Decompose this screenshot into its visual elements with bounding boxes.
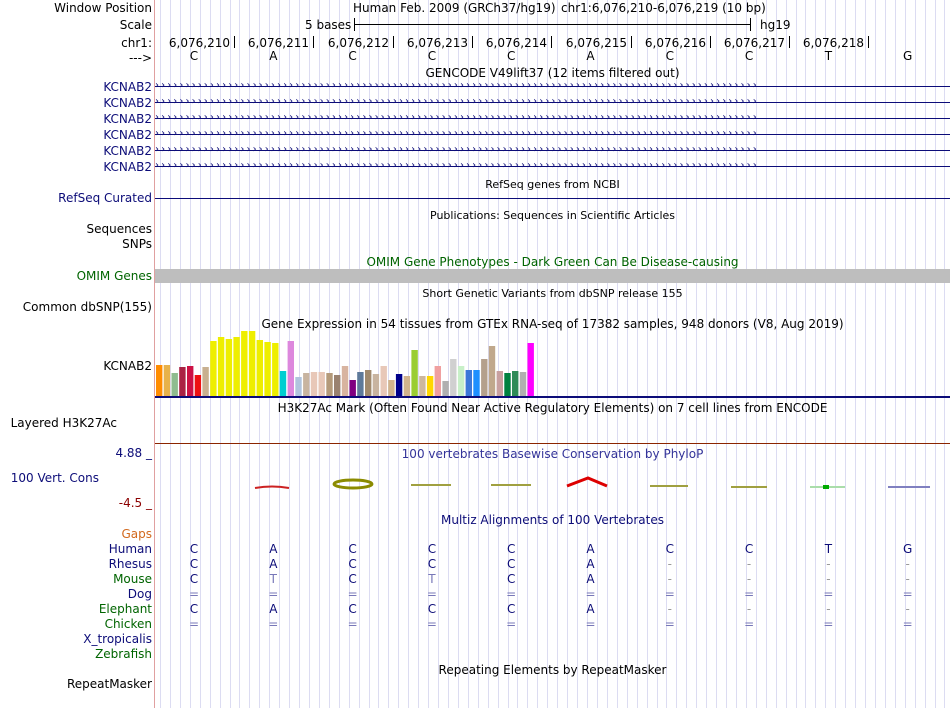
phylop-min-label: -4.5 _	[118, 496, 152, 510]
species-label-chicken: Chicken	[104, 617, 152, 631]
base-letter: C	[189, 49, 199, 63]
gtex-tissue-bar[interactable]	[373, 374, 379, 396]
gtex-tissue-bar[interactable]	[288, 341, 294, 396]
alignment-base-dog: =	[188, 587, 200, 601]
coordinate-tick	[393, 36, 394, 48]
repeatmasker-label[interactable]: RepeatMasker	[66, 677, 152, 691]
gencode-strand-arrows: ›››››››››››››››››››››››››››››››››››››››››››››››››››››››››››››››››››››››››››››››››››››››››››››››››››	[155, 96, 759, 107]
alignment-base-rhesus: A	[269, 557, 278, 571]
gencode-gene-label[interactable]: KCNAB2	[103, 128, 152, 142]
h3k27ac-label[interactable]: Layered H3K27Ac	[10, 416, 117, 430]
gtex-tissue-bar[interactable]	[195, 375, 201, 396]
coordinate-label: 6,076,212	[327, 36, 389, 50]
phylop-max-label: 4.88 _	[115, 446, 152, 460]
alignment-base-elephant: -	[826, 602, 831, 616]
gtex-tissue-bar[interactable]	[450, 359, 456, 396]
gtex-tissue-bar[interactable]	[396, 374, 402, 396]
coordinate-label: 6,076,210	[168, 36, 230, 50]
gtex-tissue-bar[interactable]	[272, 343, 278, 396]
h3k27ac-track-title: H3K27Ac Mark (Often Found Near Active Regulatory Elements) on 7 cell lines from ENCODE	[277, 401, 828, 415]
gencode-track-title: GENCODE V49lift37 (12 items filtered out)	[425, 66, 680, 80]
gtex-tissue-bar[interactable]	[172, 373, 178, 396]
snps-label[interactable]: SNPs	[122, 237, 152, 251]
alignment-base-chicken: =	[585, 617, 596, 631]
gtex-tissue-bar[interactable]	[466, 370, 472, 396]
gtex-tissue-bar[interactable]	[473, 370, 479, 396]
alignment-base-elephant: C	[189, 602, 199, 616]
gencode-strand-arrows: ›››››››››››››››››››››››››››››››››››››››››››››››››››››››››››››››››››››››››››››››››››››››››››››››››››	[155, 128, 759, 139]
coordinate-label: 6,076,216	[644, 36, 706, 50]
alignment-base-dog: =	[902, 587, 913, 601]
scale-bar-right-tick	[750, 18, 751, 31]
coordinate-label: 6,076,213	[406, 36, 468, 50]
gencode-gene-label[interactable]: KCNAB2	[103, 96, 152, 110]
alignment-base-dog: =	[347, 587, 358, 601]
gencode-gene-label[interactable]: KCNAB2	[103, 144, 152, 158]
gtex-bar-chart[interactable]	[155, 328, 950, 400]
chrom-label: chr1:	[121, 36, 152, 50]
alignment-base-elephant: C	[427, 602, 437, 616]
alignment-base-human: A	[586, 542, 595, 556]
base-letter: A	[269, 49, 278, 63]
gtex-tissue-bar[interactable]	[303, 373, 309, 396]
gtex-tissue-bar[interactable]	[218, 337, 224, 396]
base-letter: T	[824, 49, 833, 63]
position-text: chr1:6,076,210-6,076,219 (10 bp)	[561, 1, 766, 15]
omim-label[interactable]: OMIM Genes	[76, 269, 152, 283]
gtex-tissue-bar[interactable]	[520, 372, 526, 396]
alignment-base-dog: =	[744, 587, 755, 601]
track-labels-panel	[0, 0, 153, 708]
alignment-base-mouse: C	[189, 572, 199, 586]
gencode-strand-arrows: ›››››››››››››››››››››››››››››››››››››››››››››››››››››››››››››››››››››››››››››››››››››››››››››››››››	[155, 80, 759, 91]
alignment-base-rhesus: -	[667, 557, 672, 571]
gtex-tissue-bar[interactable]	[164, 365, 170, 396]
gencode-strand-arrows: ›››››››››››››››››››››››››››››››››››››››››››››››››››››››››››››››››››››››››››››››››››››››››››››››››››	[155, 160, 759, 171]
gtex-tissue-bar[interactable]	[528, 343, 534, 396]
phylop-track-title: 100 vertebrates Basewise Conservation by PhyloP	[401, 447, 704, 461]
alignment-base-elephant: -	[905, 602, 910, 616]
gtex-tissue-bar[interactable]	[342, 366, 348, 396]
alignment-base-mouse: -	[746, 572, 752, 586]
gtex-tissue-bar[interactable]	[210, 341, 216, 396]
coordinate-label: 6,076,214	[485, 36, 547, 50]
alignment-base-mouse: C	[348, 572, 357, 586]
alignment-base-dog: =	[664, 587, 675, 601]
alignment-base-human: C	[744, 542, 754, 556]
alignment-base-rhesus: A	[586, 557, 595, 571]
alignment-base-chicken: =	[744, 617, 755, 631]
dbsnp-label[interactable]: Common dbSNP(155)	[22, 300, 152, 314]
base-letter: C	[744, 49, 754, 63]
gencode-gene-label[interactable]: KCNAB2	[103, 112, 152, 126]
refseq-track-title: RefSeq genes from NCBI	[485, 178, 620, 191]
sequences-label[interactable]: Sequences	[86, 222, 152, 236]
alignment-base-chicken: =	[823, 617, 834, 631]
species-label-mouse: Mouse	[113, 572, 152, 586]
refseq-label[interactable]: RefSeq Curated	[58, 191, 152, 205]
coordinate-label: 6,076,218	[802, 36, 864, 50]
alignment-base-dog: =	[268, 587, 279, 601]
gtex-tissue-bar[interactable]	[202, 367, 208, 396]
scale-bar-left-tick	[354, 18, 355, 31]
alignment-base-human: C	[427, 542, 437, 556]
gtex-tissue-bar[interactable]	[311, 372, 317, 396]
gtex-tissue-bar[interactable]	[458, 366, 464, 396]
gencode-strand-arrows: ›››››››››››››››››››››››››››››››››››››››››››››››››››››››››››››››››››››››››››››››››››››››››››››››››››	[155, 112, 759, 123]
gtex-baseline	[155, 396, 950, 398]
alignment-base-human: A	[269, 542, 278, 556]
coordinate-tick	[472, 36, 473, 48]
refseq-gene-line[interactable]	[155, 198, 950, 199]
alignment-base-dog: =	[823, 587, 834, 601]
window-position-label: Window Position	[54, 1, 152, 15]
gtex-tissue-bar[interactable]	[326, 373, 332, 396]
scale-text: 5 bases	[305, 18, 352, 32]
alignment-base-dog: =	[426, 587, 437, 601]
species-label-rhesus: Rhesus	[108, 557, 152, 571]
gtex-tissue-bar[interactable]	[365, 370, 371, 396]
phylop-logo[interactable]	[155, 470, 950, 500]
gtex-tissue-bar[interactable]	[381, 366, 387, 396]
gtex-tissue-bar[interactable]	[280, 371, 286, 396]
alignment-base-elephant: C	[348, 602, 357, 616]
species-label-xtropicalis: X_tropicalis	[83, 632, 152, 646]
alignment-base-mouse: A	[586, 572, 595, 586]
pubs-track-title: Publications: Sequences in Scientific Articles	[430, 209, 675, 222]
scale-label: Scale	[119, 18, 152, 32]
gtex-tissue-bar[interactable]	[334, 375, 340, 396]
gtex-tissue-bar[interactable]	[249, 331, 255, 396]
alignment-base-elephant: C	[506, 602, 516, 616]
gtex-tissue-bar[interactable]	[187, 366, 193, 396]
alignment-base-chicken: =	[506, 617, 517, 631]
alignment-base-chicken: =	[426, 617, 437, 631]
gtex-gene-label[interactable]: KCNAB2	[103, 359, 152, 373]
alignment-base-human: G	[903, 542, 913, 556]
alignment-base-chicken: =	[347, 617, 358, 631]
species-label-human: Human	[108, 542, 152, 556]
gtex-tissue-bar[interactable]	[489, 346, 495, 396]
coordinate-tick	[313, 36, 314, 48]
species-label-dog: Dog	[127, 587, 152, 601]
coordinate-tick	[868, 36, 869, 48]
dbsnp-track-title: Short Genetic Variants from dbSNP release 155	[422, 287, 683, 300]
gtex-tissue-bar[interactable]	[233, 337, 239, 396]
alignment-base-rhesus: -	[746, 557, 752, 571]
coordinate-tick	[631, 36, 632, 48]
base-letter: C	[665, 49, 674, 63]
omim-track-title: OMIM Gene Phenotypes - Dark Green Can Be Disease-causing	[366, 255, 739, 269]
phylop-mark-a	[567, 478, 607, 486]
alignment-base-elephant: A	[269, 602, 278, 616]
coordinate-tick	[789, 36, 790, 48]
alignment-base-chicken: =	[188, 617, 200, 631]
gaps-label[interactable]: Gaps	[121, 527, 152, 541]
alignment-base-human: C	[665, 542, 674, 556]
gencode-strand-arrows: ›››››››››››››››››››››››››››››››››››››››››››››››››››››››››››››››››››››››››››››››››››››››››››››››››››	[155, 144, 759, 155]
base-letter: C	[506, 49, 516, 63]
alignment-base-mouse: -	[667, 572, 672, 586]
alignment-base-elephant: -	[667, 602, 672, 616]
gtex-tissue-bar[interactable]	[295, 377, 301, 396]
gtex-tissue-bar[interactable]	[226, 339, 232, 396]
gtex-tissue-bar[interactable]	[427, 376, 433, 396]
gtex-tissue-bar[interactable]	[497, 371, 503, 396]
gtex-tissue-bar[interactable]	[512, 371, 518, 396]
alignment-base-rhesus: -	[905, 557, 910, 571]
phylop-mark-t	[823, 485, 829, 489]
coordinate-label: 6,076,211	[247, 36, 309, 50]
gtex-tissue-bar[interactable]	[156, 365, 162, 396]
multiz-track-title: Multiz Alignments of 100 Vertebrates	[440, 513, 665, 527]
phylop-mark-c	[334, 480, 372, 488]
alignment-base-rhesus: C	[427, 557, 437, 571]
coordinate-tick	[234, 36, 235, 48]
gtex-tissue-bar[interactable]	[388, 380, 394, 396]
gtex-tissue-bar[interactable]	[435, 366, 441, 396]
alignment-base-human: C	[189, 542, 199, 556]
coordinate-tick	[710, 36, 711, 48]
alignment-base-human: C	[348, 542, 357, 556]
species-label-elephant: Elephant	[98, 602, 152, 616]
gtex-tissue-bar[interactable]	[504, 373, 510, 396]
base-letter: G	[903, 49, 913, 63]
coordinate-tick	[551, 36, 552, 48]
alignment-base-elephant: A	[586, 602, 595, 616]
phylop-mark-a	[255, 487, 289, 489]
alignment-base-rhesus: C	[189, 557, 199, 571]
alignment-base-mouse: C	[506, 572, 516, 586]
scale-bar	[354, 24, 751, 25]
track-panel[interactable]	[155, 0, 950, 708]
gtex-tissue-bar[interactable]	[357, 372, 363, 396]
gtex-tissue-bar[interactable]	[350, 380, 356, 396]
gtex-tissue-bar[interactable]	[241, 331, 247, 396]
alignment-base-elephant: -	[746, 602, 752, 616]
omim-feature-bar[interactable]	[155, 269, 950, 283]
gtex-tissue-bar[interactable]	[257, 340, 263, 396]
alignment-base-chicken: =	[268, 617, 279, 631]
alignment-base-human: T	[824, 542, 833, 556]
phylop-label[interactable]: 100 Vert. Cons	[10, 471, 99, 485]
base-letter: A	[586, 49, 595, 63]
assembly-text: Human Feb. 2009 (GRCh37/hg19)	[353, 1, 556, 15]
alignment-base-mouse: T	[269, 572, 277, 586]
base-letter: C	[348, 49, 357, 63]
base-letter: C	[427, 49, 437, 63]
coordinate-label: 6,076,215	[565, 36, 627, 50]
alignment-base-mouse: -	[905, 572, 910, 586]
strand-label: --->	[128, 51, 152, 65]
gencode-gene-label[interactable]: KCNAB2	[103, 80, 152, 94]
gtex-tissue-bar[interactable]	[264, 342, 270, 396]
gtex-tissue-bar[interactable]	[481, 359, 487, 396]
species-label-zebrafish: Zebrafish	[95, 647, 152, 661]
alignment-base-rhesus: C	[348, 557, 357, 571]
gencode-gene-label[interactable]: KCNAB2	[103, 160, 152, 174]
db-text: hg19	[760, 18, 791, 32]
gtex-tissue-bar[interactable]	[319, 372, 325, 396]
alignment-base-chicken: =	[664, 617, 675, 631]
gtex-tissue-bar[interactable]	[411, 350, 417, 396]
repeatmasker-track-title: Repeating Elements by RepeatMasker	[438, 663, 667, 677]
gtex-tissue-bar[interactable]	[442, 381, 448, 396]
alignment-base-human: C	[506, 542, 516, 556]
alignment-base-rhesus: C	[506, 557, 516, 571]
gtex-tissue-bar[interactable]	[179, 367, 185, 396]
coordinate-label: 6,076,217	[723, 36, 785, 50]
gtex-tissue-bar[interactable]	[404, 376, 410, 396]
gtex-track-title: Gene Expression in 54 tissues from GTEx RNA-seq of 17382 samples, 948 donors (V8, Aug 2019)	[261, 317, 844, 331]
alignment-base-chicken: =	[902, 617, 913, 631]
alignment-base-mouse: T	[428, 572, 436, 586]
alignment-base-dog: =	[506, 587, 517, 601]
alignment-base-mouse: -	[826, 572, 831, 586]
alignment-base-rhesus: -	[826, 557, 831, 571]
gtex-tissue-bar[interactable]	[419, 376, 425, 396]
h3k27ac-signal-line[interactable]	[155, 443, 950, 444]
alignment-base-dog: =	[585, 587, 596, 601]
